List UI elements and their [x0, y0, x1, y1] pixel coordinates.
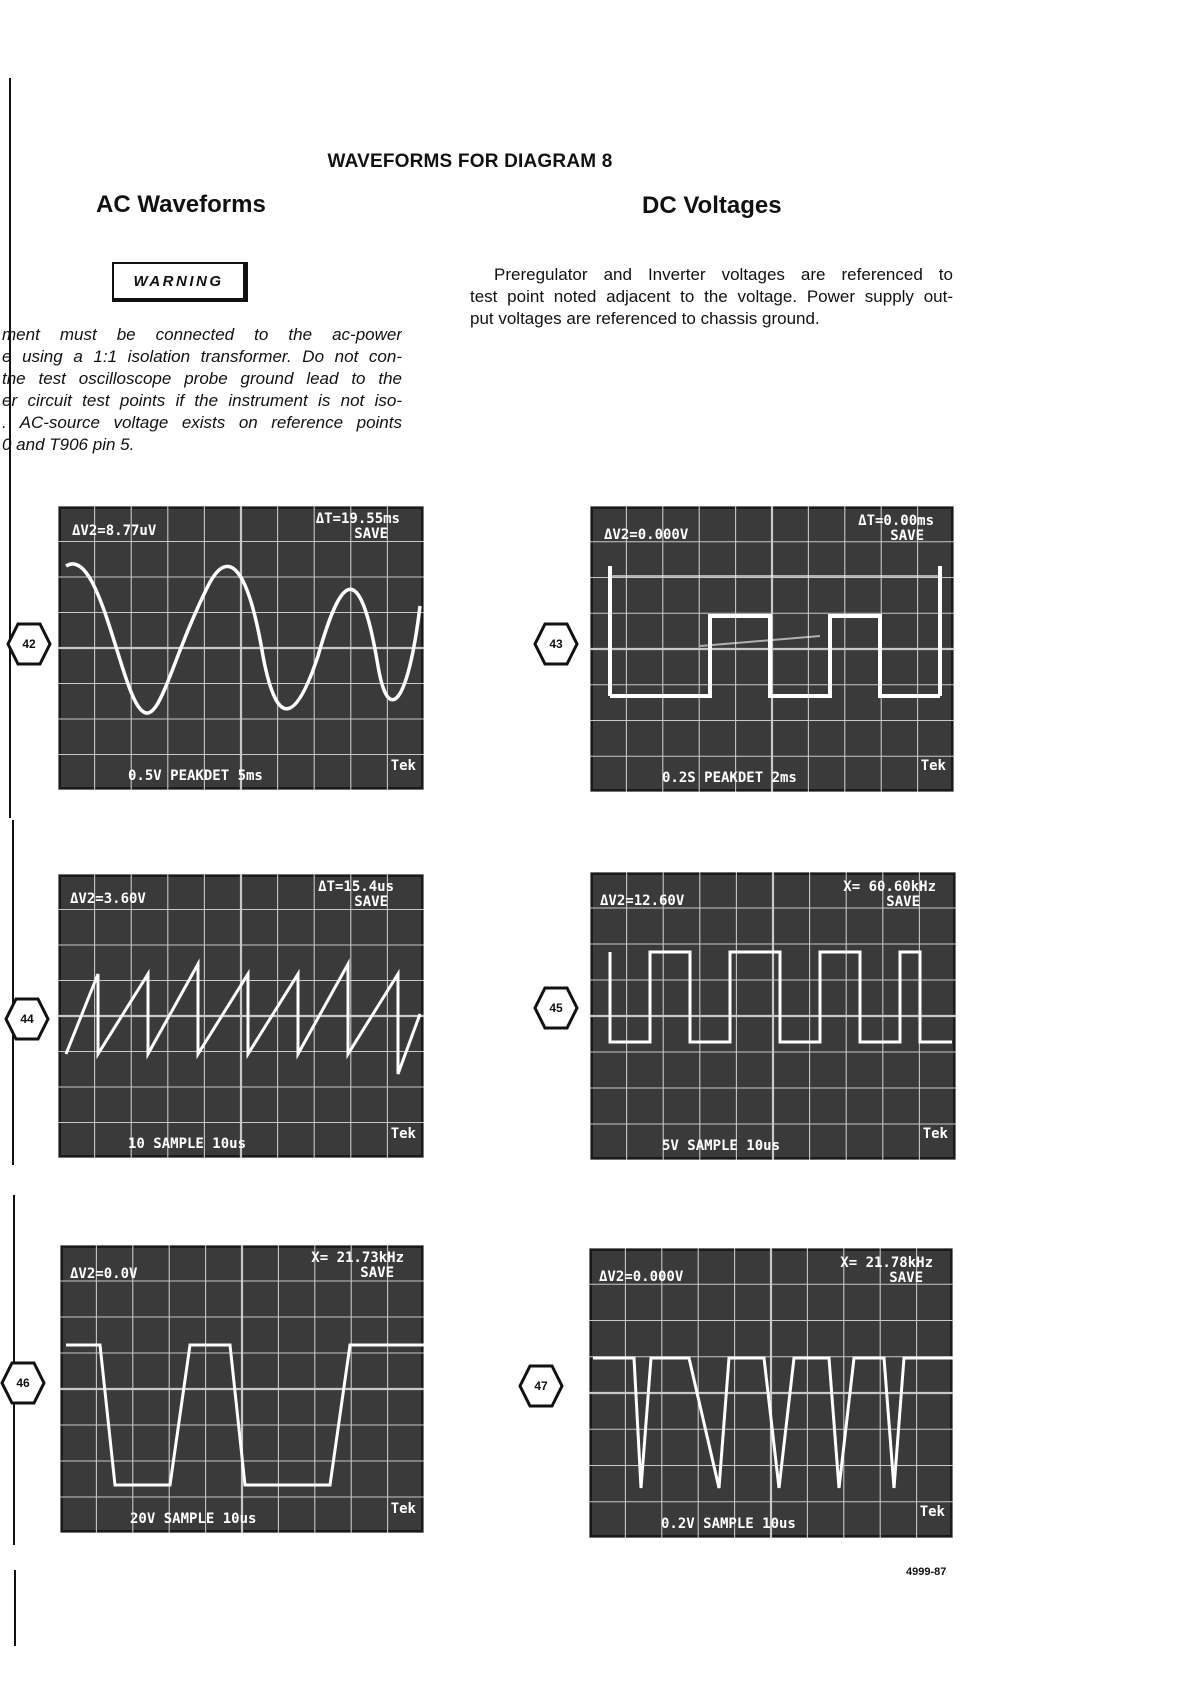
callout-number: 47 — [534, 1379, 548, 1393]
warning-line: e using a 1:1 isolation transformer. Do not con- — [2, 347, 402, 366]
readout-bottom: 20V SAMPLE 10us — [130, 1511, 257, 1527]
warning-label: WARNING — [112, 262, 248, 302]
figure-number: 4999-87 — [906, 1566, 947, 1578]
dc-voltages-heading: DC Voltages — [642, 192, 782, 219]
callout-number: 45 — [549, 1001, 563, 1015]
readout-mode: SAVE — [354, 894, 388, 910]
readout-left: ΔV2=8.77uV — [72, 523, 157, 539]
readout-mode: SAVE — [886, 894, 920, 910]
waveform-47-screen — [589, 1248, 953, 1538]
tek-logo: Tek — [390, 1501, 416, 1517]
dc-text-line: Preregulator and Inverter voltages are referenced to — [494, 265, 953, 284]
callout-number: 42 — [22, 637, 36, 651]
waveform-trace — [58, 506, 424, 790]
waveform-trace — [58, 874, 424, 1158]
readout-mode: SAVE — [354, 526, 388, 542]
tek-logo: Tek — [920, 758, 946, 774]
tek-logo: Tek — [390, 1126, 416, 1142]
readout-bottom: 5V SAMPLE 10us — [662, 1138, 781, 1154]
readout-left: ΔV2=12.60V — [600, 893, 685, 909]
waveform-42-screen — [58, 506, 424, 790]
readout-left: ΔV2=0.000V — [604, 527, 689, 543]
readout-left: ΔV2=0.000V — [599, 1269, 684, 1285]
readout-right: X= 60.60kHz — [843, 879, 936, 895]
callout-43 — [533, 622, 579, 666]
readout-mode: SAVE — [360, 1265, 394, 1281]
callout-number: 43 — [549, 637, 563, 651]
warning-line: . AC-source voltage exists on reference points — [2, 413, 402, 432]
readout-right: ΔT=15.4us — [318, 879, 394, 895]
readout-left: ΔV2=0.0V — [70, 1266, 138, 1282]
readout-right: ΔT=19.55ms — [315, 511, 400, 527]
warning-text — [2, 324, 402, 456]
readout-right: X= 21.73kHz — [311, 1250, 404, 1266]
readout-bottom: 0.2S PEAKDET 2ms — [662, 770, 797, 786]
ac-waveforms-heading: AC Waveforms — [96, 191, 266, 218]
margin-line-bottom — [14, 1570, 16, 1646]
callout-42 — [6, 622, 52, 666]
page-title: WAVEFORMS FOR DIAGRAM 8 — [327, 151, 613, 172]
readout-mode: SAVE — [890, 528, 924, 544]
waveform-45-screen — [590, 872, 956, 1160]
waveform-trace — [60, 1245, 424, 1533]
waveform-46-screen — [60, 1245, 424, 1533]
waveform-43-screen — [590, 506, 954, 792]
warning-line: er circuit test points if the instrument is not iso- — [2, 391, 402, 410]
readout-bottom: 10 SAMPLE 10us — [128, 1136, 247, 1152]
callout-number: 44 — [20, 1012, 34, 1026]
callout-47 — [518, 1364, 564, 1408]
warning-line: 0 and T906 pin 5. — [2, 435, 135, 454]
warning-line: the test oscilloscope probe ground lead to the — [2, 369, 402, 388]
tek-logo: Tek — [919, 1504, 945, 1520]
callout-number: 46 — [16, 1376, 30, 1390]
warning-line: ment must be connected to the ac-power — [2, 325, 402, 344]
callout-46 — [0, 1361, 46, 1405]
readout-left: ΔV2=3.60V — [70, 891, 146, 907]
readout-bottom: 0.5V PEAKDET 5ms — [128, 768, 263, 784]
callout-45 — [533, 986, 579, 1030]
readout-right: ΔT=0.00ms — [858, 513, 934, 529]
margin-line-middle — [12, 820, 14, 1165]
tek-logo: Tek — [922, 1126, 948, 1142]
waveform-trace — [590, 872, 956, 1160]
readout-bottom: 0.2V SAMPLE 10us — [661, 1516, 796, 1532]
waveform-trace — [589, 1248, 953, 1538]
tek-logo: Tek — [390, 758, 416, 774]
readout-mode: SAVE — [889, 1270, 923, 1286]
waveform-44-screen — [58, 874, 424, 1158]
dc-voltages-text — [470, 264, 953, 330]
dc-text-line: test point noted adjacent to the voltage. Power supply out- — [470, 287, 953, 306]
callout-44 — [4, 997, 50, 1041]
waveform-trace — [590, 506, 954, 792]
readout-right: X= 21.78kHz — [840, 1255, 933, 1271]
dc-text-line: put voltages are referenced to chassis ground. — [470, 309, 820, 328]
